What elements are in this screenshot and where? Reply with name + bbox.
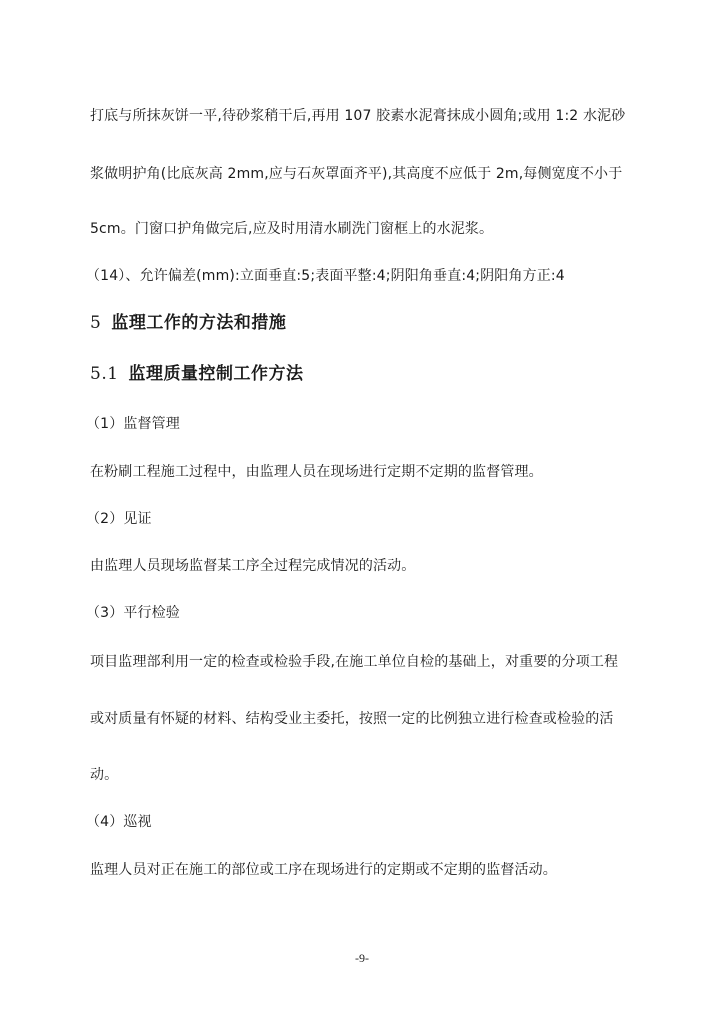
item-14-text: （14）、允许偏差(mm):立面垂直:5;表面平整:4;阴阳角垂直:4;阴阳角方正:4 xyxy=(86,268,565,284)
section-number: 5 xyxy=(90,313,102,333)
section-title: 监理工作的方法和措施 xyxy=(111,313,287,333)
item-title: （4）巡视 xyxy=(86,814,152,830)
page-number: -9- xyxy=(355,951,369,965)
item-title: （1）监督管理 xyxy=(86,416,180,432)
subsection-title: 监理质量控制工作方法 xyxy=(128,364,304,384)
item-title: （3）平行检验 xyxy=(86,605,180,621)
paragraph-line: 打底与所抹灰饼一平,待砂浆稍干后,再用 107 胶素水泥膏抹成小圆角;或用 1:2 水泥砂 xyxy=(90,108,626,124)
item-title: （2）见证 xyxy=(86,511,152,527)
item-text: 监理人员对正在施工的部位或工序在现场进行的定期或不定期的监督活动。 xyxy=(90,862,557,878)
item-text: 在粉刷工程施工过程中，由监理人员在现场进行定期不定期的监督管理。 xyxy=(90,464,543,480)
subsection-number: 5.1 xyxy=(90,364,119,384)
paragraph-line: 浆做明护角(比底灰高 2mm,应与石灰罩面齐平),其高度不应低于 2m,每侧宽度不小于 xyxy=(90,166,623,182)
item-text: 由监理人员现场监督某工序全过程完成情况的活动。 xyxy=(90,558,416,574)
item-text: 或对质量有怀疑的材料、结构受业主委托，按照一定的比例独立进行检查或检验的活 xyxy=(90,711,614,727)
section-heading xyxy=(90,313,286,333)
subsection-heading xyxy=(90,364,304,384)
item-text: 项目监理部利用一定的检查或检验手段,在施工单位自检的基础上，对重要的分项工程 xyxy=(90,654,619,670)
paragraph-line: 5cm。门窗口护角做完后,应及时用清水刷洗门窗框上的水泥浆。 xyxy=(90,221,494,237)
item-text: 动。 xyxy=(90,767,119,783)
